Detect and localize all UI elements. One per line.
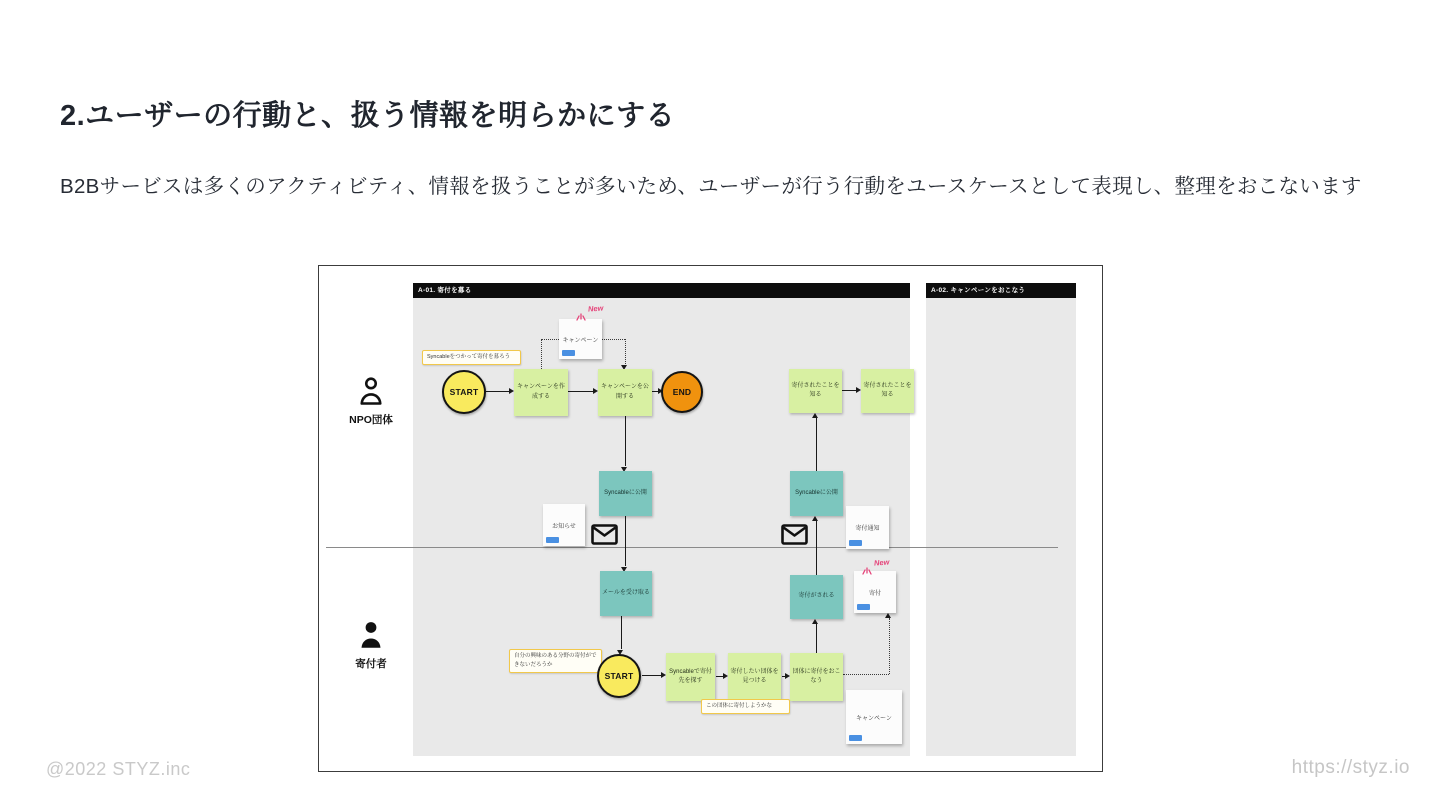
- note-donate-to-org-label: 団体に寄付をおこなう: [792, 668, 841, 684]
- website-url: https://styz.io: [1291, 757, 1410, 778]
- flow-arrow: [716, 676, 723, 677]
- note-donate-to-org: [790, 653, 843, 701]
- node-syncable-publish-left: [599, 471, 652, 516]
- note-find-org: [728, 653, 781, 701]
- new-badge-top-label: New: [587, 303, 604, 314]
- node-syncable-publish-right: [790, 471, 843, 516]
- usecase-diagram-board: [318, 265, 1103, 772]
- start-node-npo-label: START: [449, 387, 479, 397]
- sticky-notice-label: お知らせ: [552, 523, 576, 530]
- dotted-connector: [541, 339, 559, 340]
- flow-arrow: [782, 676, 785, 677]
- copyright-text: @2022 STYZ.inc: [46, 759, 191, 779]
- flow-arrow: [486, 391, 509, 392]
- callout-npo-thought-label: Syncableをつかって寄付を募ろう: [427, 354, 511, 360]
- node-donation-made: [790, 575, 843, 619]
- note-publish-campaign: [598, 369, 652, 416]
- tag-icon: [857, 604, 870, 610]
- callout-donor-thought-2-label: この団体に寄付しようかな: [706, 703, 773, 709]
- new-badge-bottom-label: New: [873, 557, 890, 568]
- dotted-connector: [625, 339, 626, 364]
- person-outline-icon: [358, 377, 384, 405]
- dotted-connector: [843, 674, 889, 675]
- node-syncable-publish-right-label: Syncableに公開: [795, 489, 838, 496]
- tag-icon: [849, 540, 862, 546]
- dotted-connector: [541, 339, 542, 369]
- envelope-icon: [781, 524, 808, 545]
- lane-a02-header: A-02. キャンペーンをおこなう: [926, 283, 1076, 298]
- callout-donor-thought-1: [509, 649, 602, 673]
- tag-icon: [849, 735, 862, 741]
- start-node-npo: [442, 370, 486, 414]
- end-node-npo: [661, 371, 703, 413]
- note-publish-campaign-label: キャンペーンを公開する: [601, 384, 649, 400]
- flow-arrow: [652, 391, 658, 392]
- new-badge-top: [575, 304, 603, 321]
- note-know-donated-1-label: 寄付されたことを知る: [791, 382, 840, 398]
- actor-donor: [336, 621, 406, 671]
- tag-icon: [546, 537, 559, 543]
- node-receive-mail: [600, 571, 652, 616]
- flow-arrow: [625, 416, 626, 466]
- start-node-donor-label: START: [604, 671, 634, 681]
- note-create-campaign: [514, 369, 568, 416]
- flow-arrow: [816, 624, 817, 653]
- actor-npo-label: NPO団体: [349, 414, 393, 426]
- sparkle-icon: [575, 309, 587, 321]
- start-node-donor: [597, 654, 641, 698]
- page-title: 2.ユーザーの行動と、扱う情報を明らかにする: [60, 100, 676, 132]
- dotted-connector: [889, 618, 890, 674]
- callout-npo-thought: [422, 350, 521, 365]
- flow-arrow: [816, 418, 817, 471]
- sticky-notice: [543, 504, 585, 546]
- node-receive-mail-label: メールを受け取る: [602, 589, 650, 596]
- node-syncable-publish-left-label: Syncableに公開: [604, 489, 647, 496]
- note-know-donated-2: [861, 369, 914, 413]
- actor-npo: [336, 377, 406, 427]
- flow-arrow: [642, 675, 661, 676]
- actor-donor-label: 寄付者: [355, 658, 387, 670]
- tag-icon: [562, 350, 575, 356]
- sticky-campaign-top-label: キャンペーン: [562, 337, 599, 344]
- flow-arrow: [568, 391, 593, 392]
- end-node-npo-label: END: [672, 387, 692, 397]
- page-subtitle: B2Bサービスは多くのアクティビティ、情報を扱うことが多いため、ユーザーが行う行動をユースケースとして表現し、整理をおこないます: [60, 175, 1362, 198]
- sticky-campaign-bottom: [846, 690, 902, 744]
- sticky-donation: [854, 571, 896, 613]
- swimlane-divider: [326, 547, 1058, 548]
- sticky-donation-label: 寄付: [868, 590, 881, 597]
- sticky-campaign-top: [559, 319, 602, 359]
- note-search-donation: [666, 653, 715, 701]
- sticky-donation-notice-label: 寄付通知: [855, 526, 880, 532]
- sticky-donation-notice: [846, 506, 889, 549]
- sparkle-icon: [861, 563, 873, 575]
- flow-arrow: [621, 616, 622, 649]
- callout-donor-thought-1-label: 自分の興味のある分野の寄付ができないだろうか: [514, 653, 597, 668]
- new-badge-bottom: [861, 558, 889, 575]
- note-create-campaign-label: キャンペーンを作成する: [517, 384, 565, 400]
- lane-a02: [926, 283, 1076, 756]
- flow-arrow: [625, 516, 626, 566]
- dotted-connector: [602, 339, 625, 340]
- person-filled-icon: [358, 621, 384, 649]
- note-search-donation-label: Syncableで寄付先を探す: [669, 668, 712, 684]
- note-know-donated-2-label: 寄付されたことを知る: [863, 382, 912, 398]
- flow-arrow: [842, 390, 856, 391]
- node-donation-made-label: 寄付がされる: [798, 593, 835, 600]
- lane-a01-header: A-01. 寄付を募る: [413, 283, 910, 298]
- note-find-org-label: 寄付したい団体を見つける: [730, 668, 779, 684]
- sticky-campaign-bottom-label: キャンペーン: [856, 715, 892, 722]
- envelope-icon: [591, 524, 618, 545]
- note-know-donated-1: [789, 369, 842, 413]
- flow-arrow: [816, 521, 817, 575]
- callout-donor-thought-2: [701, 699, 790, 714]
